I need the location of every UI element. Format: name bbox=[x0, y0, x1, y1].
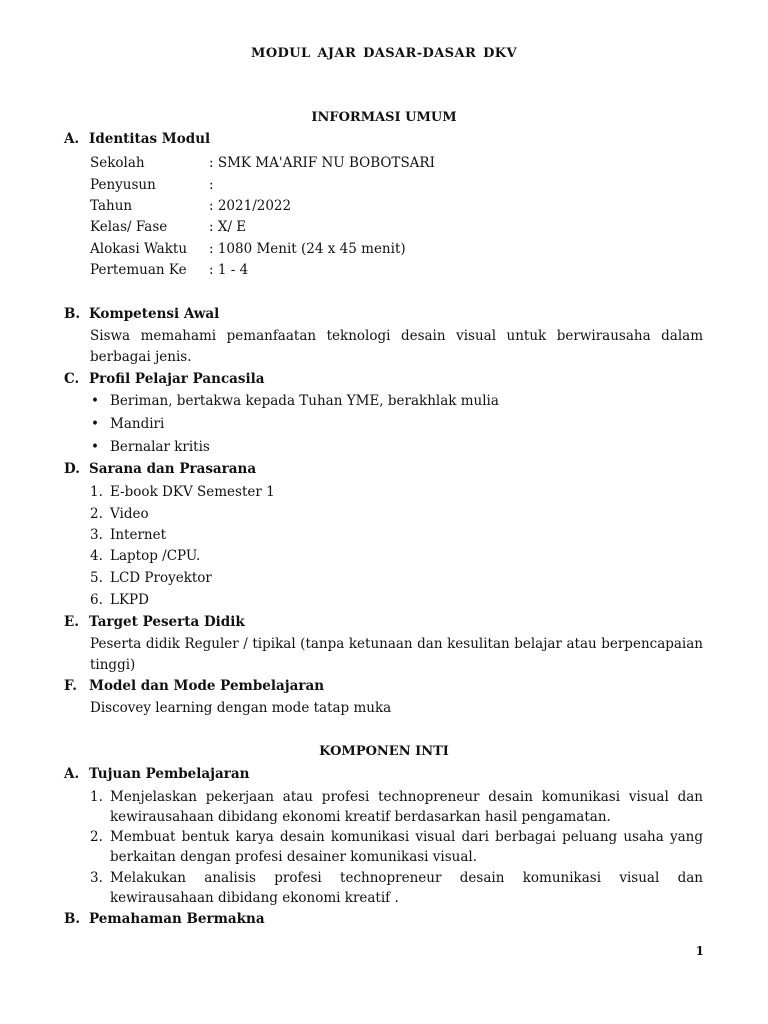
list-number: 1. bbox=[90, 789, 103, 805]
list-item-text: Internet bbox=[110, 527, 167, 543]
heading-label: Model dan Mode Pembelajaran bbox=[89, 678, 325, 694]
list-number: 3. bbox=[90, 870, 103, 886]
list-number: 2. bbox=[90, 506, 103, 522]
identity-value: : 1 - 4 bbox=[209, 262, 249, 278]
identity-row-kelas-fase bbox=[90, 219, 246, 235]
list-item-text: Membuat bentuk karya desain komunikasi visual dari berbagai peluang usaha yang berkaitan dengan profesi desainer komunikasi visual. bbox=[110, 829, 703, 865]
list-item-text: E-book DKV Semester 1 bbox=[110, 484, 275, 500]
list-item bbox=[90, 592, 149, 608]
identity-key: Sekolah bbox=[90, 155, 145, 171]
target-peserta-didik-text: Peserta didik Reguler / tipikal (tanpa ketunaan dan kesulitan belajar atau berpencapaian tinggi) bbox=[90, 636, 703, 673]
list-item bbox=[91, 439, 210, 455]
list-number: 1. bbox=[90, 484, 103, 500]
identity-value: : SMK MA'ARIF NU BOBOTSARI bbox=[209, 155, 435, 171]
list-item bbox=[90, 548, 200, 564]
heading-label: Kompetensi Awal bbox=[89, 306, 220, 322]
heading-target-peserta-didik bbox=[64, 614, 245, 630]
heading-label: Tujuan Pembelajaran bbox=[89, 766, 250, 782]
identity-value: : 2021/2022 bbox=[209, 198, 292, 214]
list-item bbox=[90, 506, 149, 522]
identity-value: : bbox=[209, 177, 214, 193]
identity-row-penyusun bbox=[90, 177, 214, 193]
bullet-icon: • bbox=[91, 439, 99, 455]
identity-row-pertemuan bbox=[90, 262, 248, 278]
heading-letter: B. bbox=[64, 911, 81, 927]
heading-model-pembelajaran bbox=[64, 678, 324, 694]
list-item bbox=[90, 570, 212, 586]
heading-identitas-modul bbox=[64, 131, 210, 147]
heading-label: Pemahaman Bermakna bbox=[89, 911, 265, 927]
heading-letter: A. bbox=[64, 131, 80, 147]
list-item-text: LKPD bbox=[110, 592, 149, 608]
list-item-text: Laptop /CPU. bbox=[110, 548, 201, 564]
heading-tujuan-pembelajaran bbox=[64, 766, 249, 782]
list-item bbox=[90, 868, 703, 908]
list-number: 2. bbox=[90, 829, 103, 845]
heading-label: Profil Pelajar Pancasila bbox=[89, 371, 265, 387]
list-item-text: Mandiri bbox=[110, 416, 165, 432]
page-number: 1 bbox=[695, 944, 704, 958]
heading-profil-pelajar-pancasila bbox=[64, 371, 265, 387]
list-item-text: LCD Proyektor bbox=[110, 570, 212, 586]
list-item bbox=[90, 827, 703, 867]
list-item bbox=[91, 416, 164, 432]
identity-key: Tahun bbox=[90, 198, 133, 214]
list-item-text: Menjelaskan pekerjaan atau profesi technopreneur desain komunikasi visual dan kewirausahaan dibidang ekonomi kreatif berdasarkan hasil pengamatan. bbox=[110, 789, 703, 825]
heading-label: Identitas Modul bbox=[89, 131, 211, 147]
list-item-text: Bernalar kritis bbox=[110, 439, 210, 455]
heading-letter: C. bbox=[64, 371, 80, 387]
list-item bbox=[90, 787, 703, 827]
list-item-text: Beriman, bertakwa kepada Tuhan YME, berakhlak mulia bbox=[110, 393, 499, 409]
section-title-komponen-inti: KOMPONEN INTI bbox=[319, 744, 449, 759]
section-title-informasi-umum: INFORMASI UMUM bbox=[311, 110, 457, 125]
heading-pemahaman-bermakna bbox=[64, 911, 265, 927]
identity-key: Alokasi Waktu bbox=[90, 241, 188, 257]
identity-key: Penyusun bbox=[90, 177, 156, 193]
list-number: 3. bbox=[90, 527, 103, 543]
kompetensi-awal-text: Siswa memahami pemanfaatan teknologi desain visual untuk berwirausaha dalam berbagai jenis. bbox=[90, 328, 703, 365]
identity-value: : X/ E bbox=[209, 219, 247, 235]
heading-letter: D. bbox=[64, 461, 80, 477]
heading-letter: B. bbox=[64, 306, 81, 322]
heading-label: Sarana dan Prasarana bbox=[89, 461, 257, 477]
identity-row-tahun bbox=[90, 198, 291, 214]
list-item-text: Video bbox=[110, 506, 149, 522]
model-pembelajaran-text: Discovey learning dengan mode tatap muka bbox=[90, 700, 392, 716]
heading-letter: E. bbox=[64, 614, 79, 630]
identity-key: Kelas/ Fase bbox=[90, 219, 168, 235]
list-item-text: Melakukan analisis profesi technopreneur desain komunikasi visual dan kewirausahaan dibidang ekonomi kreatif . bbox=[110, 870, 703, 906]
identity-key: Pertemuan Ke bbox=[90, 262, 187, 278]
heading-letter: A. bbox=[64, 766, 80, 782]
heading-sarana-prasarana bbox=[64, 461, 256, 477]
list-item bbox=[90, 484, 275, 500]
document-title: MODUL AJAR DASAR-DASAR DKV bbox=[251, 46, 517, 61]
identity-value: : 1080 Menit (24 x 45 menit) bbox=[209, 241, 406, 257]
identity-row-alokasi-waktu bbox=[90, 241, 406, 257]
heading-label: Target Peserta Didik bbox=[89, 614, 245, 630]
identity-row-sekolah bbox=[90, 155, 435, 171]
list-number: 6. bbox=[90, 592, 103, 608]
bullet-icon: • bbox=[91, 393, 99, 409]
list-number: 4. bbox=[90, 548, 103, 564]
bullet-icon: • bbox=[91, 416, 99, 432]
list-number: 5. bbox=[90, 570, 103, 586]
list-item bbox=[91, 393, 499, 409]
heading-kompetensi-awal bbox=[64, 306, 219, 322]
heading-letter: F. bbox=[64, 678, 77, 694]
list-item bbox=[90, 527, 166, 543]
